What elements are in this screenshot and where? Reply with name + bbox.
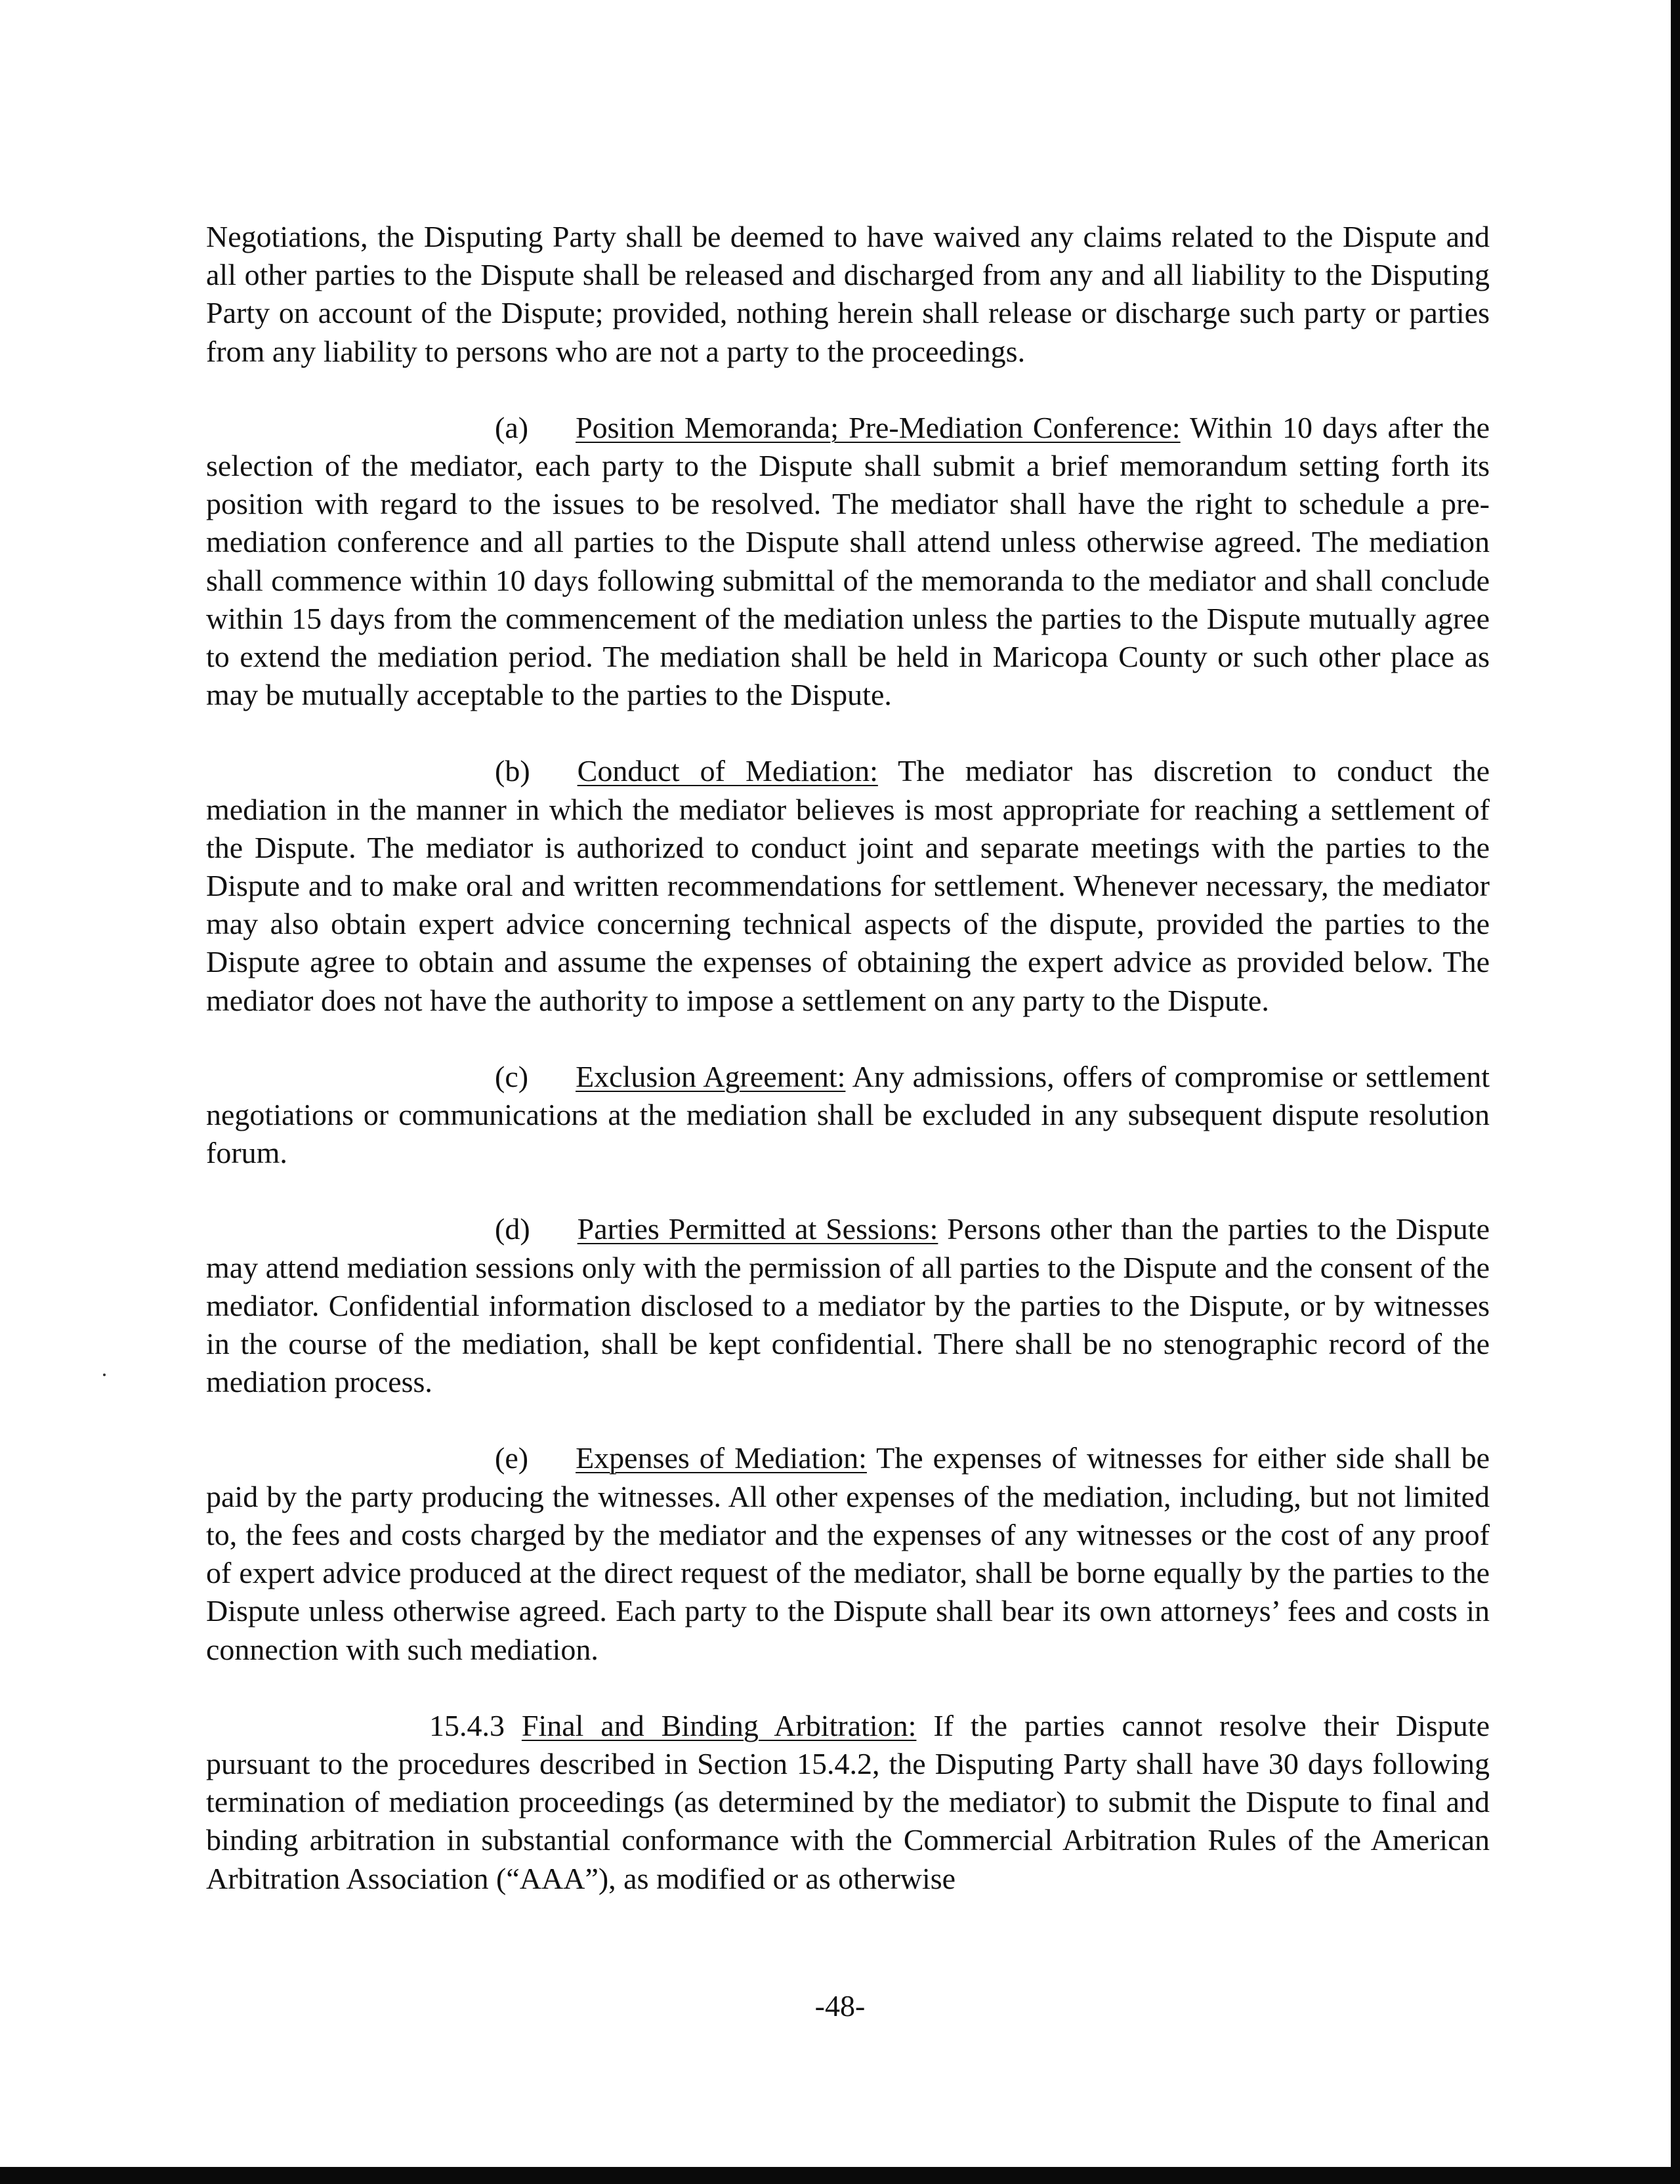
- subsection-d-heading: Parties Permitted at Sessions:: [577, 1212, 938, 1246]
- subsection-c-heading: Exclusion Agreement:: [576, 1059, 846, 1093]
- subsection-b-text: The mediator has discretion to conduct the mediation in the manner in which the mediator believes is most appropriate for reaching a settlement of the Dispute. The mediator is authorized to conduct joint and separate meetings with the parties to the Dispute and to make oral and written recommendations for settlement. Whenever necessary, the mediator may also obtain expert advice concerning technical aspects of the dispute, provided the parties to the Dispute agree to obtain and assume the expenses of obtaining the expert advice as provided below. The mediator does not have the authority to impose a settlement on any party to the Dispute.: [206, 754, 1490, 1017]
- subsection-b-label: (b): [495, 754, 530, 788]
- section-15-4-3-label: 15.4.3: [429, 1708, 505, 1742]
- scan-border-bottom: [0, 2167, 1680, 2184]
- subsection-a-text: Within 10 days after the selection of the mediator, each party to the Dispute shall submit a brief memorandum setting forth its position with regard to the issues to be resolved. The mediator shall have the right to schedule a pre-mediation conference and all parties to the Dispute shall attend unless otherwise agreed. The mediation shall commence within 10 days following submittal of the memoranda to the mediator and shall conclude within 15 days from the commencement of the mediation unless the parties to the Dispute mutually agree to extend the mediation period. The mediation shall be held in Maricopa County or such other place as may be mutually acceptable to the parties to the Dispute.: [206, 410, 1490, 712]
- scan-speck: [103, 1374, 106, 1376]
- subsection-e-text: The expenses of witnesses for either side shall be paid by the party producing the witnesses. All other expenses of the mediation, including, but not limited to, the fees and costs charged by the mediator and the expenses of any witnesses or the cost of any proof of expert advice produced at the direct request of the mediator, shall be borne equally by the parties to the Dispute unless otherwise agreed. Each party to the Dispute shall bear its own attorneys’ fees and costs in connection with such mediation.: [206, 1441, 1490, 1666]
- subsection-e-label: (e): [495, 1441, 529, 1475]
- subsection-a-label: (a): [495, 410, 529, 444]
- page-number: -48-: [814, 1989, 866, 2023]
- subsection-b-heading: Conduct of Mediation:: [577, 754, 878, 788]
- document-body: [206, 218, 1490, 1936]
- subsection-c-label: (c): [495, 1059, 529, 1093]
- subsection-d-text: Persons other than the parties to the Dispute may attend mediation sessions only with the permission of all parties to the Dispute and the consent of the mediator. Confidential information disclosed to a mediator by the parties to the Dispute, or by witnesses in the course of the mediation, shall be kept confidential. There shall be no stenographic record of the mediation process.: [206, 1212, 1490, 1399]
- subsection-e: [206, 1439, 1490, 1668]
- subsection-d: [206, 1210, 1490, 1401]
- subsection-a-heading: Position Memoranda; Pre-Mediation Conference:: [576, 410, 1181, 444]
- subsection-a: [206, 409, 1490, 715]
- subsection-c: [206, 1058, 1490, 1173]
- subsection-e-heading: Expenses of Mediation:: [576, 1441, 867, 1475]
- section-15-4-3: [206, 1707, 1490, 1898]
- section-15-4-3-heading: Final and Binding Arbitration:: [521, 1708, 917, 1742]
- scan-border-right: [1671, 0, 1680, 2184]
- subsection-c-text: Any admissions, offers of compromise or settlement negotiations or communications at the mediation shall be excluded in any subsequent dispute resolution forum.: [206, 1059, 1490, 1170]
- section-15-4-3-text: If the parties cannot resolve their Dispute pursuant to the procedures described in Section 15.4.2, the Disputing Party shall have 30 days following termination of mediation proceedings (as determined by the mediator) to submit the Dispute to final and binding arbitration in substantial conformance with the Commercial Arbitration Rules of the American Arbitration Association (“AAA”), as modified or as otherwise: [206, 1708, 1490, 1895]
- subsection-d-label: (d): [495, 1212, 530, 1246]
- subsection-b: [206, 752, 1490, 1019]
- continuation-paragraph: Negotiations, the Disputing Party shall be deemed to have waived any claims related to the Dispute and all other parties to the Dispute shall be released and discharged from any and all liability to the Disputing Party on account of the Dispute; provided, nothing herein shall release or discharge such party or parties from any liability to persons who are not a party to the proceedings.: [206, 220, 1490, 368]
